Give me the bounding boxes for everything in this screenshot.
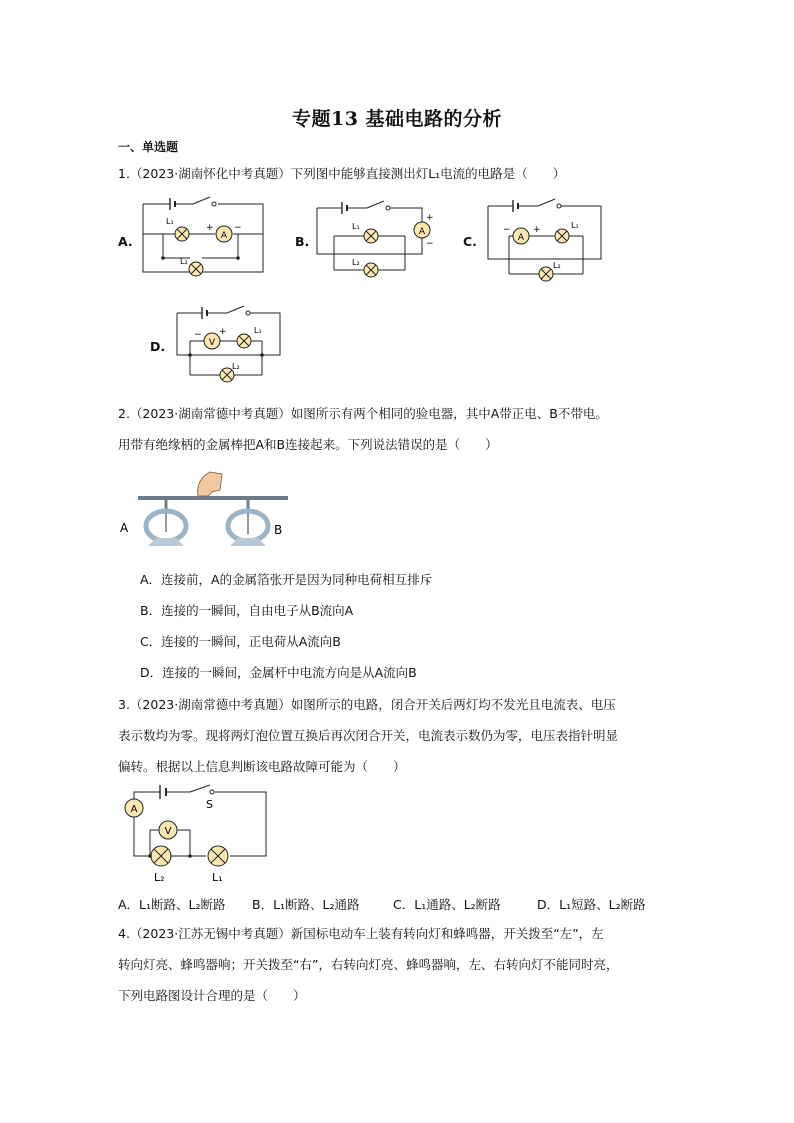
svg-text:+: +	[426, 213, 434, 223]
q2-option-a: A．连接前，A的金属箔张开是因为同种电荷相互排斥	[140, 572, 433, 587]
svg-text:V: V	[164, 826, 172, 837]
q3-option-c: C．L₁通路、L₂断路	[393, 897, 501, 912]
question-4-line-2: 转向灯亮、蜂鸣器响；开关拨至“右”，右转向灯亮、蜂鸣器响，左、右转向灯不能同时亮，	[118, 957, 619, 972]
svg-text:V: V	[208, 338, 216, 348]
svg-text:A: A	[120, 521, 129, 535]
svg-text:−: −	[234, 223, 242, 233]
q2-electroscope-figure	[118, 466, 293, 556]
question-4-line-1: 4.（2023·江苏无锡中考真题）新国标电动车上装有转向灯和蜂鸣器，开关拨至“左”，左	[118, 926, 604, 941]
svg-text:L₂: L₂	[553, 261, 561, 270]
svg-text:L₁: L₁	[212, 871, 223, 884]
svg-text:L₂: L₂	[232, 362, 240, 371]
svg-text:A: A	[130, 804, 138, 815]
svg-text:L₁: L₁	[352, 222, 360, 231]
svg-text:L₁: L₁	[254, 326, 262, 335]
svg-text:B: B	[274, 523, 283, 537]
q3-option-d: D．L₁短路、L₂断路	[537, 897, 646, 912]
svg-text:−: −	[426, 239, 434, 249]
svg-text:S: S	[206, 798, 213, 811]
question-3-line-1: 3.（2023·湖南常德中考真题）如图所示的电路，闭合开关后两灯均不发光且电流表、电压	[118, 697, 616, 712]
question-3-line-3: 偏转。根据以上信息判断该电路故障可能为（ ）	[118, 759, 406, 774]
question-2-line-1: 2.（2023·湖南常德中考真题）如图所示有两个相同的验电器，其中A带正电、B不带电。	[118, 406, 608, 421]
electroscope-b	[228, 500, 268, 546]
q1-circuit-b	[312, 196, 442, 288]
question-4-line-3: 下列电路图设计合理的是（ ）	[118, 988, 306, 1003]
q1-circuit-a	[138, 192, 268, 284]
svg-text:+: +	[206, 223, 214, 233]
svg-text:L₁: L₁	[571, 221, 579, 230]
q1-circuit-c	[483, 194, 613, 286]
lamp-icon	[175, 227, 189, 241]
q2-option-b: B．连接的一瞬间，自由电子从B流向A	[140, 603, 354, 618]
svg-text:+: +	[533, 225, 541, 235]
q1-option-a-label: A.	[118, 234, 133, 249]
svg-text:L₂: L₂	[154, 871, 165, 884]
svg-text:L₂: L₂	[352, 258, 360, 267]
q3-option-a: A．L₁断路、L₂断路	[118, 897, 226, 912]
svg-text:A: A	[418, 227, 426, 237]
question-3-line-2: 表示数均为零。现将两灯泡位置互换后再次闭合开关，电流表示数仍为零，电压表指针明显	[118, 728, 619, 743]
svg-text:−: −	[503, 225, 511, 235]
svg-text:−: −	[194, 330, 202, 340]
q1-circuit-d	[172, 303, 287, 385]
svg-text:A: A	[517, 233, 525, 243]
svg-text:L₂: L₂	[180, 257, 188, 266]
question-2-line-2: 用带有绝缘柄的金属棒把A和B连接起来。下列说法错误的是（ ）	[118, 437, 498, 452]
page-title: 专题13 基础电路的分析	[291, 108, 503, 130]
svg-text:A: A	[220, 231, 228, 241]
svg-text:L₁: L₁	[166, 217, 174, 226]
q1-option-d-label: D.	[150, 339, 166, 354]
question-1-text: 1.（2023·湖南怀化中考真题）下列图中能够直接测出灯L₁电流的电路是（ ）	[118, 166, 566, 181]
q3-option-b: B．L₁断路、L₂通路	[252, 897, 360, 912]
q1-option-b-label: B.	[295, 234, 310, 249]
q3-circuit-figure	[118, 782, 273, 886]
q2-option-c: C．连接的一瞬间，正电荷从A流向B	[140, 634, 341, 649]
section-heading: 一、单选题	[118, 140, 179, 154]
hand-icon	[198, 472, 222, 496]
electroscope-a	[146, 500, 186, 546]
svg-text:+: +	[219, 327, 227, 337]
q1-option-c-label: C.	[463, 234, 477, 249]
q2-option-d: D．连接的一瞬间，金属杆中电流方向是从A流向B	[140, 665, 417, 680]
